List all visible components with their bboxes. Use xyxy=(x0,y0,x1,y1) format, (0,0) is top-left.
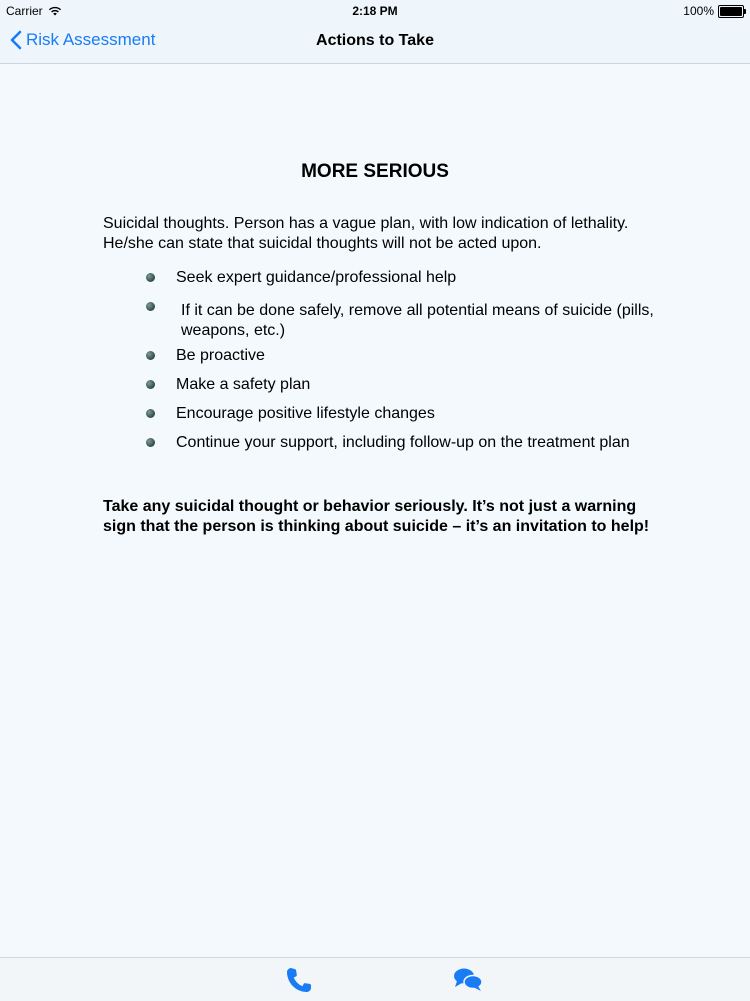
list-item xyxy=(146,301,706,341)
content-area xyxy=(0,64,750,957)
closing-statement: Take any suicidal thought or behavior seriously. It’s not just a warning sign that the person is thinking about suicide – it’s an invitation to help! xyxy=(103,498,650,535)
section-heading: MORE SERIOUS xyxy=(301,161,449,182)
carrier-label: Carrier xyxy=(6,4,43,18)
list-item xyxy=(146,404,706,424)
bullet-icon xyxy=(146,351,155,360)
tab-bar xyxy=(0,957,750,1001)
list-item-text: Continue your support, including follow-up on the treatment plan xyxy=(176,434,630,451)
battery-percent: 100% xyxy=(683,4,714,18)
list-item xyxy=(146,268,706,288)
list-item-text: Encourage positive lifestyle changes xyxy=(176,405,435,422)
list-item-text: Be proactive xyxy=(176,347,265,364)
list-item xyxy=(146,375,706,395)
list-item-text: Seek expert guidance/professional help xyxy=(176,269,457,286)
battery-indicator xyxy=(683,4,744,18)
list-item-text: Make a safety plan xyxy=(176,376,311,393)
battery-icon xyxy=(718,5,744,18)
list-item xyxy=(146,346,706,366)
status-bar xyxy=(0,0,750,22)
navigation-bar xyxy=(0,22,750,64)
bullet-icon xyxy=(146,302,155,311)
page-title: Actions to Take xyxy=(316,32,434,49)
chat-bubbles-icon[interactable] xyxy=(452,966,484,994)
back-button-label: Risk Assessment xyxy=(26,30,156,49)
intro-paragraph: Suicidal thoughts. Person has a vague plan, with low indication of lethality. He/she can state that suicidal thoughts will not be acted upon. xyxy=(103,215,629,252)
status-time: 2:18 PM xyxy=(352,4,398,18)
bullet-icon xyxy=(146,438,155,447)
bullet-icon xyxy=(146,380,155,389)
phone-icon[interactable] xyxy=(284,966,314,994)
bullet-icon xyxy=(146,273,155,282)
list-item-text: If it can be done safely, remove all potential means of suicide (pills, weapons, etc.) xyxy=(181,302,654,339)
list-item xyxy=(146,433,706,453)
bullet-icon xyxy=(146,409,155,418)
